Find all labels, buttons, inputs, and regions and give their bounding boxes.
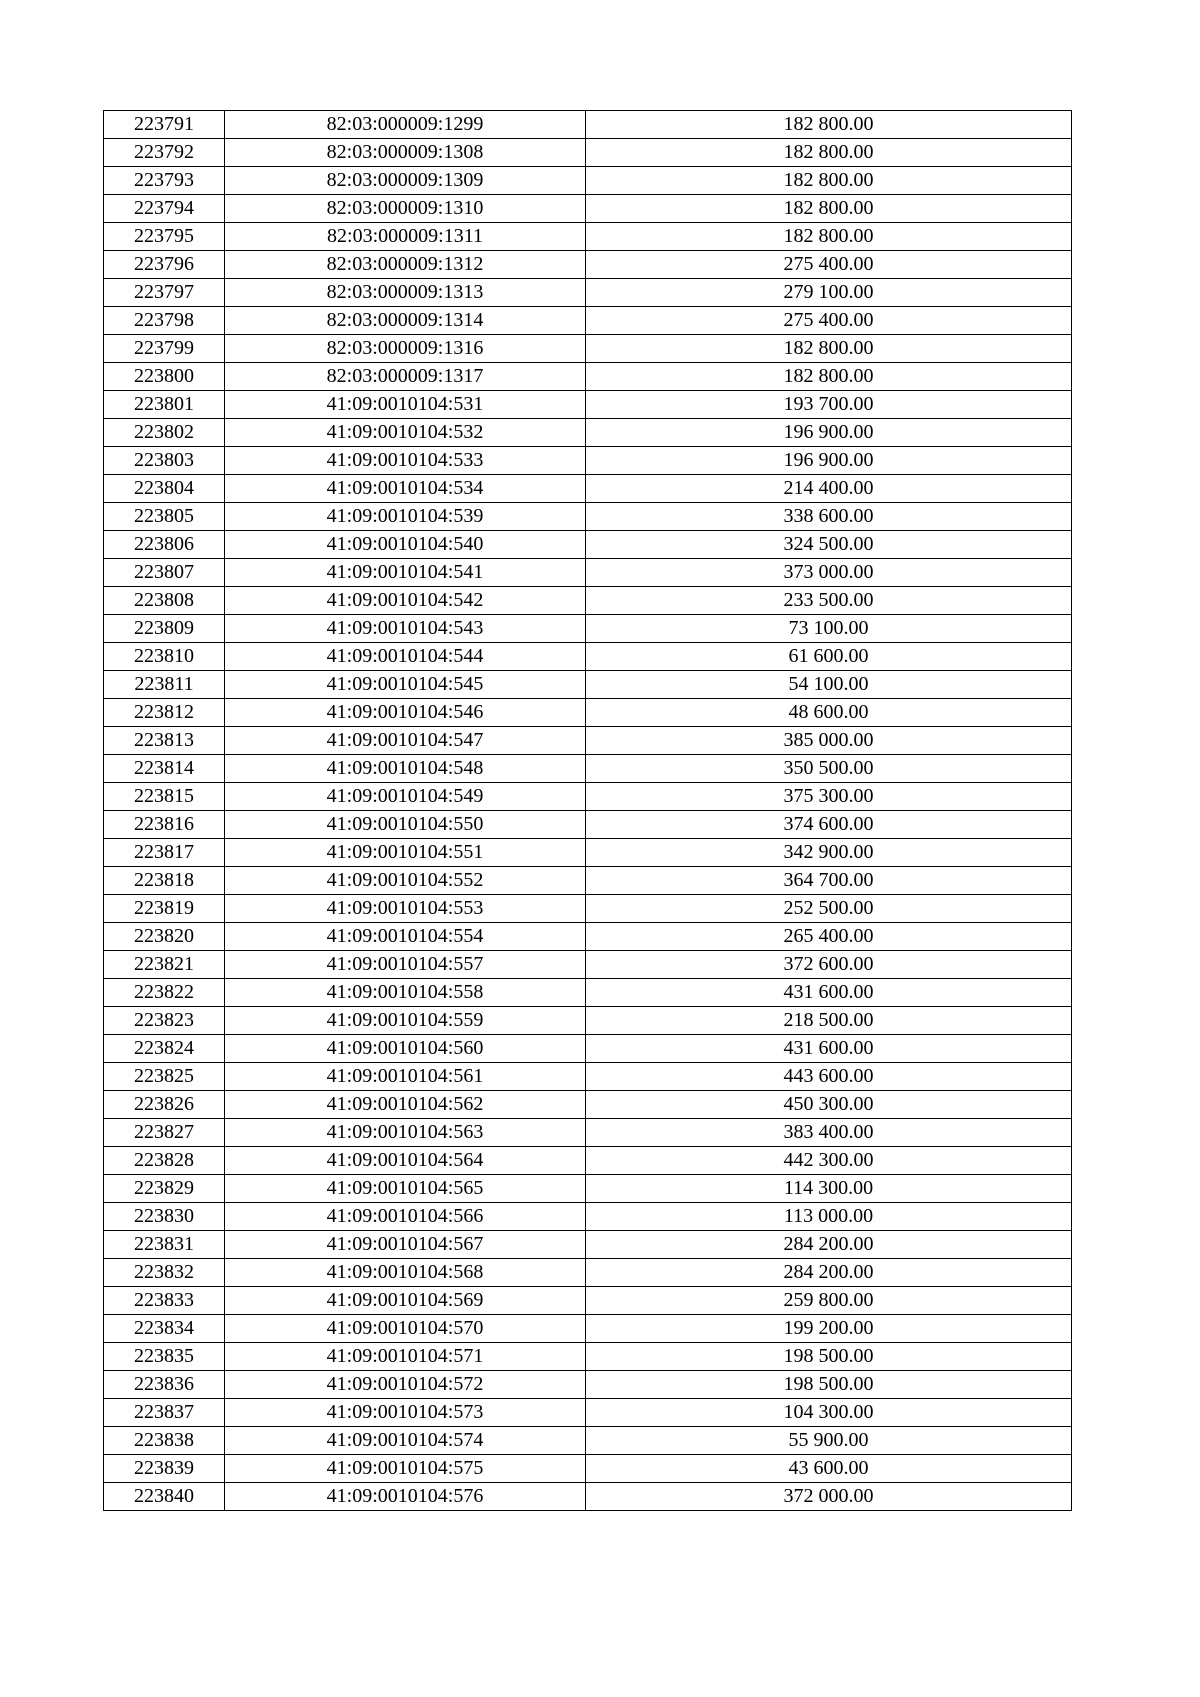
table-row (104, 279, 1072, 307)
cadastral-value-cell: 372 000.00 (586, 1483, 1072, 1511)
row-number-cell: 223810 (104, 643, 225, 671)
cadastral-value-cell: 431 600.00 (586, 1035, 1072, 1063)
cadastral-value-cell: 252 500.00 (586, 895, 1072, 923)
row-number-cell: 223832 (104, 1259, 225, 1287)
cadastral-number-cell: 41:09:0010104:540 (225, 531, 586, 559)
cadastral-number-cell: 41:09:0010104:552 (225, 867, 586, 895)
row-number-cell: 223794 (104, 195, 225, 223)
cadastral-number-cell: 41:09:0010104:544 (225, 643, 586, 671)
cadastral-number-cell: 41:09:0010104:548 (225, 755, 586, 783)
cadastral-value-cell: 182 800.00 (586, 335, 1072, 363)
table-row (104, 167, 1072, 195)
table-row (104, 391, 1072, 419)
row-number-cell: 223815 (104, 783, 225, 811)
cadastral-number-cell: 41:09:0010104:541 (225, 559, 586, 587)
table-row (104, 839, 1072, 867)
cadastral-number-cell: 82:03:000009:1317 (225, 363, 586, 391)
table-row (104, 867, 1072, 895)
table-row (104, 335, 1072, 363)
row-number-cell: 223816 (104, 811, 225, 839)
table-row (104, 1455, 1072, 1483)
table-row (104, 1231, 1072, 1259)
cadastral-value-cell: 182 800.00 (586, 111, 1072, 139)
table-row (104, 223, 1072, 251)
cadastral-value-cell: 431 600.00 (586, 979, 1072, 1007)
row-number-cell: 223830 (104, 1203, 225, 1231)
table-row (104, 447, 1072, 475)
row-number-cell: 223840 (104, 1483, 225, 1511)
cadastral-number-cell: 41:09:0010104:559 (225, 1007, 586, 1035)
cadastral-number-cell: 82:03:000009:1308 (225, 139, 586, 167)
cadastral-number-cell: 41:09:0010104:546 (225, 699, 586, 727)
cadastral-value-cell: 182 800.00 (586, 139, 1072, 167)
row-number-cell: 223831 (104, 1231, 225, 1259)
row-number-cell: 223813 (104, 727, 225, 755)
cadastral-number-cell: 41:09:0010104:565 (225, 1175, 586, 1203)
table-row (104, 1063, 1072, 1091)
cadastral-value-cell: 383 400.00 (586, 1119, 1072, 1147)
cadastral-number-cell: 41:09:0010104:575 (225, 1455, 586, 1483)
table-row (104, 307, 1072, 335)
table-row (104, 1203, 1072, 1231)
cadastral-value-cell: 114 300.00 (586, 1175, 1072, 1203)
row-number-cell: 223793 (104, 167, 225, 195)
cadastral-value-cell: 373 000.00 (586, 559, 1072, 587)
cadastral-value-cell: 199 200.00 (586, 1315, 1072, 1343)
row-number-cell: 223803 (104, 447, 225, 475)
row-number-cell: 223826 (104, 1091, 225, 1119)
row-number-cell: 223825 (104, 1063, 225, 1091)
table-row (104, 1035, 1072, 1063)
table-row (104, 1483, 1072, 1511)
row-number-cell: 223796 (104, 251, 225, 279)
cadastral-number-cell: 41:09:0010104:551 (225, 839, 586, 867)
cadastral-number-cell: 41:09:0010104:576 (225, 1483, 586, 1511)
table-row (104, 139, 1072, 167)
row-number-cell: 223792 (104, 139, 225, 167)
row-number-cell: 223812 (104, 699, 225, 727)
cadastral-value-cell: 48 600.00 (586, 699, 1072, 727)
cadastral-value-cell: 374 600.00 (586, 811, 1072, 839)
table-row (104, 811, 1072, 839)
table-row (104, 1119, 1072, 1147)
cadastral-number-cell: 82:03:000009:1313 (225, 279, 586, 307)
cadastral-value-cell: 279 100.00 (586, 279, 1072, 307)
row-number-cell: 223802 (104, 419, 225, 447)
row-number-cell: 223839 (104, 1455, 225, 1483)
cadastral-number-cell: 41:09:0010104:561 (225, 1063, 586, 1091)
table-row (104, 727, 1072, 755)
row-number-cell: 223804 (104, 475, 225, 503)
cadastral-number-cell: 82:03:000009:1314 (225, 307, 586, 335)
table-row (104, 111, 1072, 139)
cadastral-number-cell: 82:03:000009:1316 (225, 335, 586, 363)
cadastral-number-cell: 82:03:000009:1309 (225, 167, 586, 195)
table-row (104, 1007, 1072, 1035)
row-number-cell: 223800 (104, 363, 225, 391)
cadastral-value-cell: 182 800.00 (586, 363, 1072, 391)
row-number-cell: 223835 (104, 1343, 225, 1371)
table-row (104, 1371, 1072, 1399)
cadastral-value-cell: 342 900.00 (586, 839, 1072, 867)
cadastral-number-cell: 41:09:0010104:539 (225, 503, 586, 531)
table-row (104, 755, 1072, 783)
row-number-cell: 223836 (104, 1371, 225, 1399)
cadastral-value-cell: 214 400.00 (586, 475, 1072, 503)
table-row (104, 895, 1072, 923)
row-number-cell: 223823 (104, 1007, 225, 1035)
table-row (104, 1315, 1072, 1343)
row-number-cell: 223806 (104, 531, 225, 559)
table-row (104, 1399, 1072, 1427)
table-row (104, 615, 1072, 643)
cadastral-number-cell: 41:09:0010104:553 (225, 895, 586, 923)
table-row (104, 475, 1072, 503)
row-number-cell: 223820 (104, 923, 225, 951)
row-number-cell: 223805 (104, 503, 225, 531)
cadastral-value-cell: 55 900.00 (586, 1427, 1072, 1455)
row-number-cell: 223837 (104, 1399, 225, 1427)
row-number-cell: 223817 (104, 839, 225, 867)
cadastral-number-cell: 41:09:0010104:550 (225, 811, 586, 839)
cadastral-value-cell: 385 000.00 (586, 727, 1072, 755)
cadastral-value-cell: 198 500.00 (586, 1343, 1072, 1371)
cadastral-value-cell: 193 700.00 (586, 391, 1072, 419)
table-body (104, 111, 1072, 1511)
cadastral-number-cell: 41:09:0010104:564 (225, 1147, 586, 1175)
cadastral-number-cell: 41:09:0010104:570 (225, 1315, 586, 1343)
cadastral-value-cell: 324 500.00 (586, 531, 1072, 559)
cadastral-value-cell: 104 300.00 (586, 1399, 1072, 1427)
cadastral-number-cell: 41:09:0010104:547 (225, 727, 586, 755)
cadastral-value-cell: 450 300.00 (586, 1091, 1072, 1119)
cadastral-number-cell: 41:09:0010104:573 (225, 1399, 586, 1427)
row-number-cell: 223809 (104, 615, 225, 643)
cadastral-value-cell: 218 500.00 (586, 1007, 1072, 1035)
cadastral-value-cell: 61 600.00 (586, 643, 1072, 671)
table-row (104, 195, 1072, 223)
cadastral-number-cell: 41:09:0010104:574 (225, 1427, 586, 1455)
row-number-cell: 223799 (104, 335, 225, 363)
cadastral-number-cell: 41:09:0010104:542 (225, 587, 586, 615)
row-number-cell: 223808 (104, 587, 225, 615)
table-row (104, 1091, 1072, 1119)
cadastral-number-cell: 41:09:0010104:571 (225, 1343, 586, 1371)
table-row (104, 699, 1072, 727)
table-row (104, 531, 1072, 559)
row-number-cell: 223833 (104, 1287, 225, 1315)
row-number-cell: 223811 (104, 671, 225, 699)
cadastral-number-cell: 41:09:0010104:533 (225, 447, 586, 475)
table-row (104, 559, 1072, 587)
row-number-cell: 223838 (104, 1427, 225, 1455)
cadastral-number-cell: 41:09:0010104:569 (225, 1287, 586, 1315)
cadastral-number-cell: 41:09:0010104:554 (225, 923, 586, 951)
cadastral-value-cell: 259 800.00 (586, 1287, 1072, 1315)
row-number-cell: 223818 (104, 867, 225, 895)
table-row (104, 979, 1072, 1007)
cadastral-number-cell: 41:09:0010104:545 (225, 671, 586, 699)
table-row (104, 1427, 1072, 1455)
cadastral-number-cell: 41:09:0010104:532 (225, 419, 586, 447)
table-row (104, 951, 1072, 979)
cadastral-number-cell: 82:03:000009:1310 (225, 195, 586, 223)
cadastral-value-cell: 196 900.00 (586, 447, 1072, 475)
cadastral-number-cell: 41:09:0010104:558 (225, 979, 586, 1007)
row-number-cell: 223814 (104, 755, 225, 783)
cadastral-number-cell: 82:03:000009:1299 (225, 111, 586, 139)
cadastral-value-cell: 443 600.00 (586, 1063, 1072, 1091)
table-row (104, 503, 1072, 531)
cadastral-value-cell: 364 700.00 (586, 867, 1072, 895)
cadastral-number-cell: 41:09:0010104:568 (225, 1259, 586, 1287)
cadastral-value-cell: 182 800.00 (586, 195, 1072, 223)
table-row (104, 1175, 1072, 1203)
table-row (104, 419, 1072, 447)
cadastral-value-cell: 350 500.00 (586, 755, 1072, 783)
table-row (104, 587, 1072, 615)
cadastral-number-cell: 82:03:000009:1311 (225, 223, 586, 251)
cadastral-number-cell: 82:03:000009:1312 (225, 251, 586, 279)
cadastral-number-cell: 41:09:0010104:534 (225, 475, 586, 503)
cadastral-value-cell: 275 400.00 (586, 307, 1072, 335)
table-row (104, 1343, 1072, 1371)
cadastral-value-cell: 265 400.00 (586, 923, 1072, 951)
cadastral-number-cell: 41:09:0010104:566 (225, 1203, 586, 1231)
row-number-cell: 223819 (104, 895, 225, 923)
cadastral-number-cell: 41:09:0010104:563 (225, 1119, 586, 1147)
cadastral-value-cell: 338 600.00 (586, 503, 1072, 531)
cadastral-value-cell: 275 400.00 (586, 251, 1072, 279)
table-row (104, 923, 1072, 951)
table-row (104, 251, 1072, 279)
cadastral-value-cell: 372 600.00 (586, 951, 1072, 979)
cadastral-number-cell: 41:09:0010104:562 (225, 1091, 586, 1119)
row-number-cell: 223791 (104, 111, 225, 139)
cadastral-value-cell: 233 500.00 (586, 587, 1072, 615)
cadastral-number-cell: 41:09:0010104:560 (225, 1035, 586, 1063)
cadastral-number-cell: 41:09:0010104:572 (225, 1371, 586, 1399)
table-row (104, 671, 1072, 699)
cadastral-number-cell: 41:09:0010104:531 (225, 391, 586, 419)
cadastral-value-cell: 284 200.00 (586, 1259, 1072, 1287)
row-number-cell: 223795 (104, 223, 225, 251)
row-number-cell: 223829 (104, 1175, 225, 1203)
row-number-cell: 223824 (104, 1035, 225, 1063)
row-number-cell: 223827 (104, 1119, 225, 1147)
cadastral-number-cell: 41:09:0010104:557 (225, 951, 586, 979)
row-number-cell: 223821 (104, 951, 225, 979)
cadastral-value-cell: 182 800.00 (586, 167, 1072, 195)
cadastral-value-cell: 442 300.00 (586, 1147, 1072, 1175)
table-row (104, 783, 1072, 811)
cadastral-number-cell: 41:09:0010104:543 (225, 615, 586, 643)
cadastral-value-cell: 284 200.00 (586, 1231, 1072, 1259)
cadastral-number-cell: 41:09:0010104:549 (225, 783, 586, 811)
cadastral-value-cell: 182 800.00 (586, 223, 1072, 251)
table-row (104, 363, 1072, 391)
table-row (104, 1287, 1072, 1315)
cadastral-value-cell: 375 300.00 (586, 783, 1072, 811)
cadastral-number-cell: 41:09:0010104:567 (225, 1231, 586, 1259)
row-number-cell: 223822 (104, 979, 225, 1007)
row-number-cell: 223798 (104, 307, 225, 335)
table-row (104, 1259, 1072, 1287)
row-number-cell: 223801 (104, 391, 225, 419)
cadastral-value-cell: 54 100.00 (586, 671, 1072, 699)
table-row (104, 1147, 1072, 1175)
table-row (104, 643, 1072, 671)
row-number-cell: 223828 (104, 1147, 225, 1175)
row-number-cell: 223807 (104, 559, 225, 587)
cadastral-value-cell: 43 600.00 (586, 1455, 1072, 1483)
cadastral-value-cell: 198 500.00 (586, 1371, 1072, 1399)
row-number-cell: 223797 (104, 279, 225, 307)
cadastral-value-cell: 73 100.00 (586, 615, 1072, 643)
cadastral-value-cell: 196 900.00 (586, 419, 1072, 447)
cadastral-value-cell: 113 000.00 (586, 1203, 1072, 1231)
cadastral-value-table (103, 110, 1072, 1511)
row-number-cell: 223834 (104, 1315, 225, 1343)
